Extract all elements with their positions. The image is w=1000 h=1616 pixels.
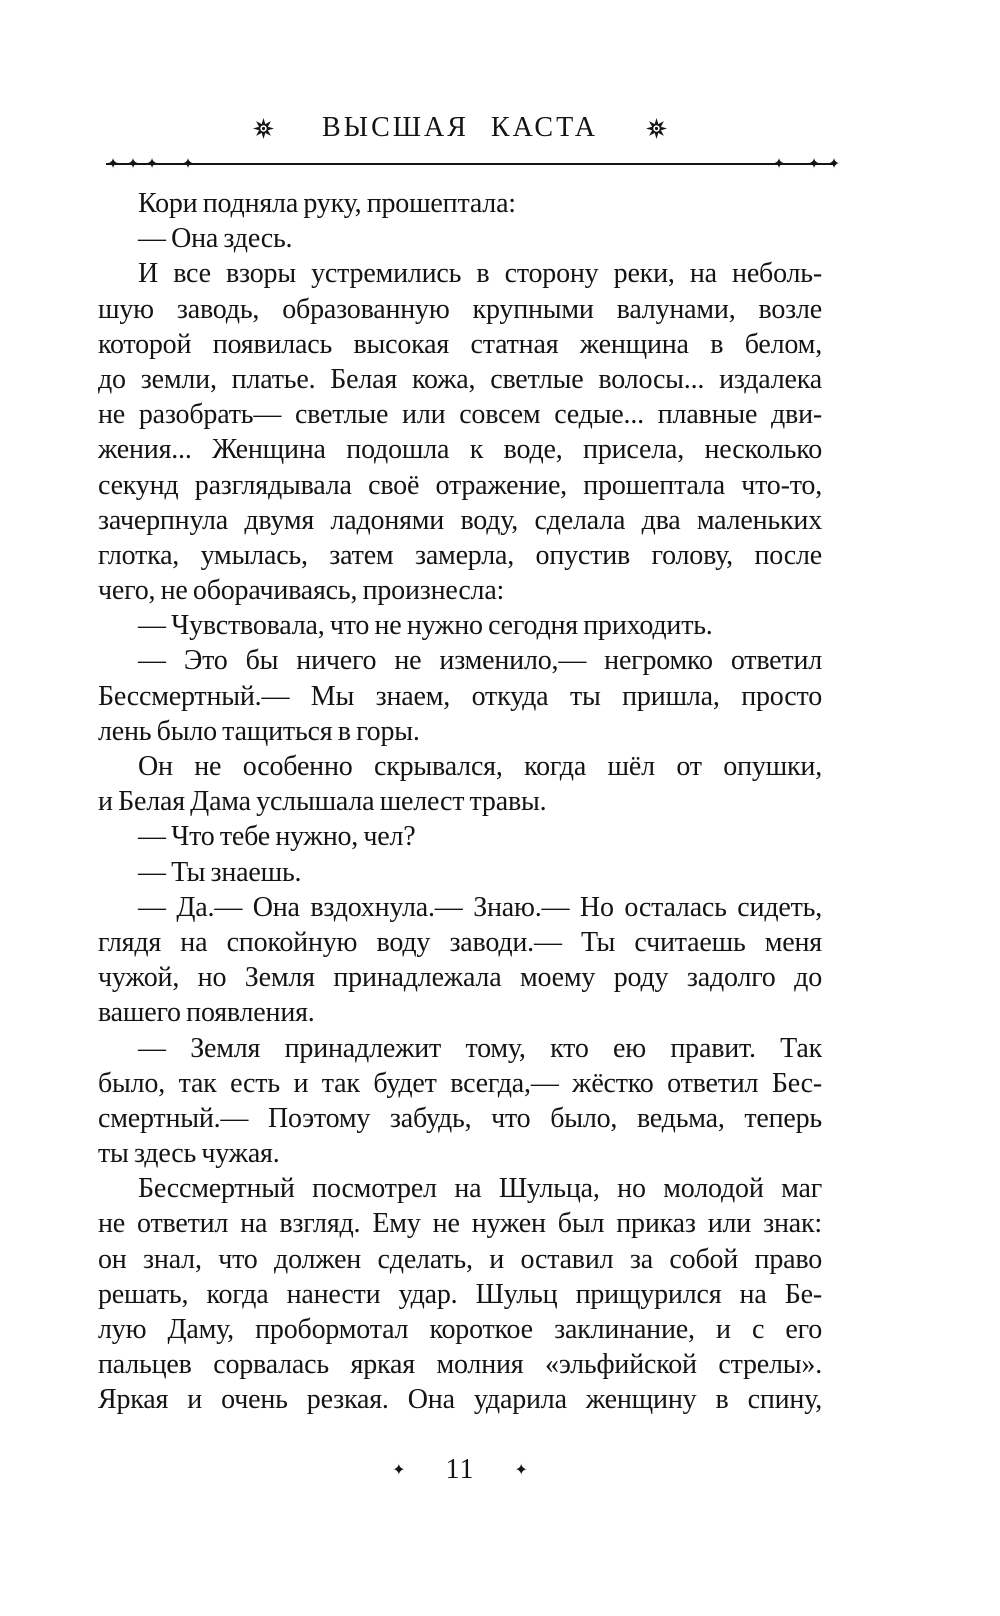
text-line: глядя на спокойную воду заводи.— Ты считаешь меня xyxy=(98,926,822,958)
text-line: чего, не оборачиваясь, произнесла: xyxy=(98,575,505,607)
flower-star-icon xyxy=(253,118,274,139)
text-line: лень было тащиться в горы. xyxy=(98,715,420,747)
text-line: — Да.— Она вздохнула.— Знаю.— Но осталась сидеть, xyxy=(138,891,822,923)
text-line: жения... Женщина подошла к воде, присела, несколько xyxy=(98,434,822,466)
text-line: до земли, платье. Белая кожа, светлые волосы... издалека xyxy=(98,363,822,395)
text-line: — Она здесь. xyxy=(138,223,293,255)
text-line: Бессмертный посмотрел на Шульца, но молодой маг xyxy=(138,1173,822,1205)
text-line: решать, когда нанести удар. Шульц прищурился на Бе- xyxy=(98,1278,822,1310)
text-line: — Что тебе нужно, чел? xyxy=(138,821,416,853)
diamond-ornament-icon: ✦ xyxy=(827,154,841,173)
text-line: Бессмертный.— Мы знаем, откуда ты пришла, просто xyxy=(98,680,822,712)
diamond-ornament-icon: ✦ xyxy=(514,1460,528,1479)
text-line: — Ты знаешь. xyxy=(138,856,302,888)
text-line: ты здесь чужая. xyxy=(98,1138,280,1170)
diamond-ornament-icon: ✦ xyxy=(126,154,140,173)
page-footer xyxy=(98,1454,822,1486)
running-title: ВЫСШАЯ КАСТА xyxy=(321,112,599,143)
header-rule xyxy=(106,154,841,173)
diamond-ornament-icon: ✦ xyxy=(392,1460,406,1479)
text-line: — Земля принадлежит тому, кто ею правит. Так xyxy=(138,1032,822,1064)
page-text xyxy=(98,186,822,1418)
text-line: не разобрать— светлые или совсем седые... плавные дви- xyxy=(98,399,822,431)
diamond-ornament-icon: ✦ xyxy=(772,154,786,173)
text-line: которой появилась высокая статная женщина в белом, xyxy=(98,328,822,360)
text-line: пальцев сорвалась яркая молния «эльфийской стрелы». xyxy=(98,1349,822,1381)
text-line: — Чувствовала, что не нужно сегодня приходить. xyxy=(138,610,713,642)
text-line: было, так есть и так будет всегда,— жёстко ответил Бес- xyxy=(98,1067,822,1099)
diamond-ornament-icon: ✦ xyxy=(181,154,195,173)
text-line: вашего появления. xyxy=(98,997,315,1029)
text-line: лую Даму, пробормотал короткое заклинание, и с его xyxy=(98,1314,822,1345)
text-line: секунд разглядывала своё отражение, прошептала что-то, xyxy=(98,469,822,501)
text-line: Кори подняла руку, прошептала: xyxy=(138,188,516,219)
text-line: чужой, но Земля принадлежала моему роду задолго до xyxy=(98,962,822,994)
text-line: — Это бы ничего не изменило,— негромко ответил xyxy=(138,645,822,677)
diamond-ornament-icon: ✦ xyxy=(807,154,821,173)
text-line: глотка, умылась, затем замерла, опустив голову, после xyxy=(98,539,822,571)
text-line: Яркая и очень резкая. Она ударила женщину в спину, xyxy=(98,1384,822,1416)
page-header xyxy=(98,112,822,144)
flower-star-icon xyxy=(646,118,667,139)
text-line: он знал, что должен сделать, и оставил за собой право xyxy=(98,1243,822,1275)
page-number: 11 xyxy=(445,1454,475,1485)
text-line: смертный.— Поэтому забудь, что было, ведьма, теперь xyxy=(98,1102,822,1134)
text-line: и Белая Дама услышала шелест травы. xyxy=(98,786,547,818)
text-line: шую заводь, образованную крупными валунами, возле xyxy=(98,293,822,325)
text-line: И все взоры устремились в сторону реки, на неболь- xyxy=(138,258,822,290)
text-line: Он не особенно скрывался, когда шёл от опушки, xyxy=(138,751,822,782)
text-line: зачерпнула двумя ладонями воду, сделала два маленьких xyxy=(98,504,822,536)
text-line: не ответил на взгляд. Ему не нужен был приказ или знак: xyxy=(98,1208,822,1240)
diamond-ornament-icon: ✦ xyxy=(106,154,120,173)
diamond-ornament-icon: ✦ xyxy=(145,154,159,173)
